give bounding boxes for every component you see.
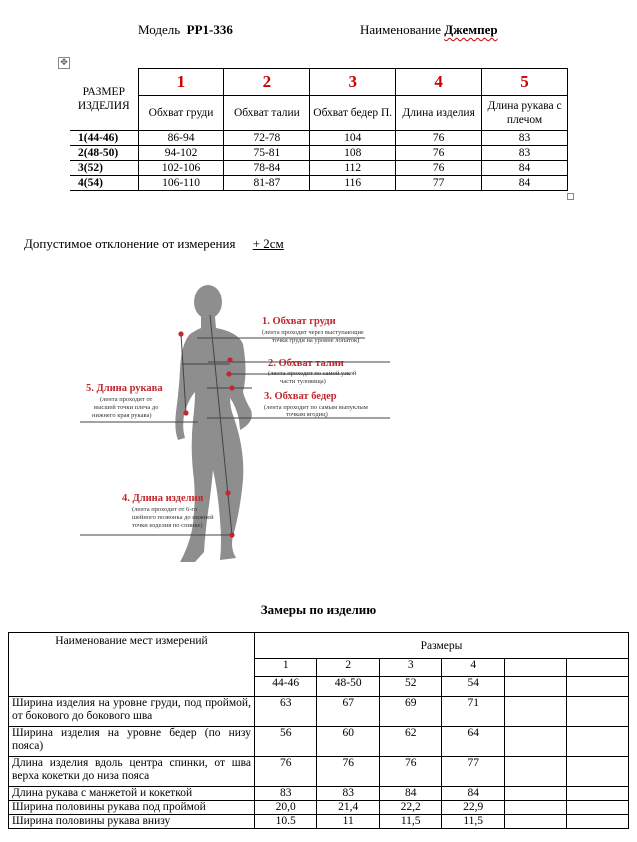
table-row bbox=[9, 697, 629, 727]
size-number: 1 bbox=[254, 659, 317, 677]
table-cell: 11,5 bbox=[379, 815, 442, 829]
name-value: Джемпер bbox=[444, 22, 498, 37]
measurement-label: Ширина половины рукава под проймой bbox=[9, 801, 255, 815]
measurement-label: Ширина изделия на уровне бедер (по низу пояса) bbox=[9, 727, 255, 757]
table-cell: 60 bbox=[317, 727, 380, 757]
table-cell: 21,4 bbox=[317, 801, 380, 815]
table-cell: 76 bbox=[379, 757, 442, 787]
table-row bbox=[9, 815, 629, 829]
col-label-3: Обхват бедер П. bbox=[310, 96, 396, 131]
measurements-table bbox=[8, 632, 629, 829]
annotation-5 bbox=[86, 383, 163, 419]
empty-cell bbox=[504, 677, 567, 697]
model-value: PP1-336 bbox=[186, 22, 233, 37]
measurement-label: Длина рукава с манжетой и кокеткой bbox=[9, 787, 255, 801]
annotation-5-desc: нижнего края рукава) bbox=[92, 412, 152, 419]
table-resize-handle[interactable] bbox=[567, 193, 574, 200]
table-cell: 77 bbox=[396, 176, 482, 191]
table-row bbox=[9, 757, 629, 787]
table-cell: 84 bbox=[482, 161, 568, 176]
table-cell: 86-94 bbox=[138, 131, 224, 146]
empty-cell bbox=[567, 677, 629, 697]
table-cell: 71 bbox=[442, 697, 505, 727]
table-cell: 76 bbox=[396, 131, 482, 146]
annotation-1-desc: точки груди на уровне лопаток) bbox=[272, 337, 360, 344]
table-cell: 84 bbox=[442, 787, 505, 801]
table-cell: 94-102 bbox=[138, 146, 224, 161]
size-table bbox=[70, 68, 568, 191]
table-cell: 75-81 bbox=[224, 146, 310, 161]
empty-cell bbox=[567, 659, 629, 677]
table-cell: 64 bbox=[442, 727, 505, 757]
measurement-label: Ширина изделия на уровне груди, под проймой, от бокового до бокового шва bbox=[9, 697, 255, 727]
table-row bbox=[70, 146, 568, 161]
table-cell: 77 bbox=[442, 757, 505, 787]
annotation-1-title: 1. Обхват груди bbox=[262, 316, 336, 327]
table-cell: 76 bbox=[396, 146, 482, 161]
size-number: 2 bbox=[317, 659, 380, 677]
table-row bbox=[9, 787, 629, 801]
col-number-3: 3 bbox=[310, 69, 396, 96]
table-cell: 76 bbox=[396, 161, 482, 176]
measurement-label: Длина изделия вдоль центра спинки, от шва верха кокетки до низа пояса bbox=[9, 757, 255, 787]
table-cell: 76 bbox=[254, 757, 317, 787]
annotation-4-desc: точки изделия по спинке) bbox=[132, 522, 203, 529]
size-range: 48-50 bbox=[317, 677, 380, 697]
annotation-2-desc: части туловища) bbox=[280, 378, 326, 385]
table-cell: 83 bbox=[482, 146, 568, 161]
table-cell: 10.5 bbox=[254, 815, 317, 829]
annotation-3-desc: точкам ягодиц) bbox=[286, 411, 328, 418]
size-label: 1(44-46) bbox=[70, 131, 138, 146]
name-label: Наименование bbox=[360, 22, 441, 37]
annotation-5-desc: высшей точки плеча до bbox=[94, 404, 159, 411]
table-cell: 106-110 bbox=[138, 176, 224, 191]
table-cell: 56 bbox=[254, 727, 317, 757]
tolerance-line bbox=[24, 236, 284, 252]
table-cell: 84 bbox=[379, 787, 442, 801]
annotation-3 bbox=[264, 391, 368, 418]
table-cell: 116 bbox=[310, 176, 396, 191]
measurements-title: Замеры по изделию bbox=[260, 602, 377, 617]
header-sizes: Размеры bbox=[254, 633, 628, 659]
annotation-1 bbox=[262, 316, 364, 344]
empty-cell bbox=[504, 787, 567, 801]
empty-cell bbox=[504, 727, 567, 757]
measurement-figure bbox=[80, 280, 400, 575]
col-number-4: 4 bbox=[396, 69, 482, 96]
size-number: 3 bbox=[379, 659, 442, 677]
empty-cell bbox=[504, 757, 567, 787]
tolerance-value: + 2см bbox=[252, 236, 284, 251]
header bbox=[0, 22, 637, 42]
table-cell: 83 bbox=[254, 787, 317, 801]
table-cell: 20,0 bbox=[254, 801, 317, 815]
table-cell: 22,2 bbox=[379, 801, 442, 815]
table-cell: 11 bbox=[317, 815, 380, 829]
table-cell: 81-87 bbox=[224, 176, 310, 191]
empty-cell bbox=[567, 757, 629, 787]
table-cell: 84 bbox=[482, 176, 568, 191]
size-range: 52 bbox=[379, 677, 442, 697]
table-cell: 83 bbox=[317, 787, 380, 801]
table-cell: 67 bbox=[317, 697, 380, 727]
empty-cell bbox=[567, 801, 629, 815]
annotation-5-desc: (лента проходит от bbox=[100, 396, 153, 403]
col-label-5: Длина рукава с плечом bbox=[482, 96, 568, 131]
table-row bbox=[9, 727, 629, 757]
empty-cell bbox=[567, 727, 629, 757]
size-label: 2(48-50) bbox=[70, 146, 138, 161]
size-label: 3(52) bbox=[70, 161, 138, 176]
table-cell: 72-78 bbox=[224, 131, 310, 146]
col-number-2: 2 bbox=[224, 69, 310, 96]
annotation-5-title: 5. Длина рукава bbox=[86, 383, 163, 394]
size-range: 44-46 bbox=[254, 677, 317, 697]
col-label-2: Обхват талии bbox=[224, 96, 310, 131]
table-cell: 76 bbox=[317, 757, 380, 787]
annotation-4-desc: (лента проходит от 6-го bbox=[132, 506, 198, 513]
empty-cell bbox=[504, 659, 567, 677]
model-line bbox=[138, 22, 233, 38]
col-label-1: Обхват груди bbox=[138, 96, 224, 131]
table-cell: 104 bbox=[310, 131, 396, 146]
annotation-2-desc: (лента проходит по самой узкой bbox=[268, 370, 357, 377]
table-cell: 108 bbox=[310, 146, 396, 161]
table-row bbox=[9, 801, 629, 815]
col-label-4: Длина изделия bbox=[396, 96, 482, 131]
annotation-4-title: 4. Длина изделия bbox=[122, 493, 204, 504]
table-row bbox=[70, 131, 568, 146]
header-place-names: Наименование мест измерений bbox=[9, 633, 255, 697]
empty-cell bbox=[567, 697, 629, 727]
table-cell: 102-106 bbox=[138, 161, 224, 176]
annotation-2 bbox=[268, 358, 357, 385]
empty-cell bbox=[567, 787, 629, 801]
table-move-handle-icon[interactable]: ✥ bbox=[58, 57, 70, 69]
table-row bbox=[70, 176, 568, 191]
size-label: 4(54) bbox=[70, 176, 138, 191]
measurement-label: Ширина половины рукава внизу bbox=[9, 815, 255, 829]
size-number: 4 bbox=[442, 659, 505, 677]
table-cell: 11,5 bbox=[442, 815, 505, 829]
col-number-1: 1 bbox=[138, 69, 224, 96]
empty-cell bbox=[504, 697, 567, 727]
table-cell: 69 bbox=[379, 697, 442, 727]
model-label: Модель bbox=[138, 22, 181, 37]
size-range: 54 bbox=[442, 677, 505, 697]
table-cell: 112 bbox=[310, 161, 396, 176]
annotation-1-desc: (лента проходит через выступающие bbox=[262, 329, 364, 336]
annotation-3-desc: (лента проходит по самым выпуклым bbox=[264, 404, 368, 411]
annotation-2-title: 2. Обхват талии bbox=[268, 358, 344, 369]
table-cell: 62 bbox=[379, 727, 442, 757]
table-row bbox=[70, 161, 568, 176]
name-line bbox=[360, 22, 498, 38]
annotation-4-desc: шейного позвонка до нижней bbox=[132, 514, 214, 521]
size-table-corner: РАЗМЕР ИЗДЕЛИЯ bbox=[70, 69, 138, 131]
empty-cell bbox=[504, 801, 567, 815]
table-cell: 63 bbox=[254, 697, 317, 727]
table-cell: 22,9 bbox=[442, 801, 505, 815]
tolerance-label: Допустимое отклонение от измерения bbox=[24, 236, 236, 251]
annotation-3-title: 3. Обхват бедер bbox=[264, 391, 337, 402]
empty-cell bbox=[567, 815, 629, 829]
table-cell: 83 bbox=[482, 131, 568, 146]
table-cell: 78-84 bbox=[224, 161, 310, 176]
col-number-5: 5 bbox=[482, 69, 568, 96]
empty-cell bbox=[504, 815, 567, 829]
